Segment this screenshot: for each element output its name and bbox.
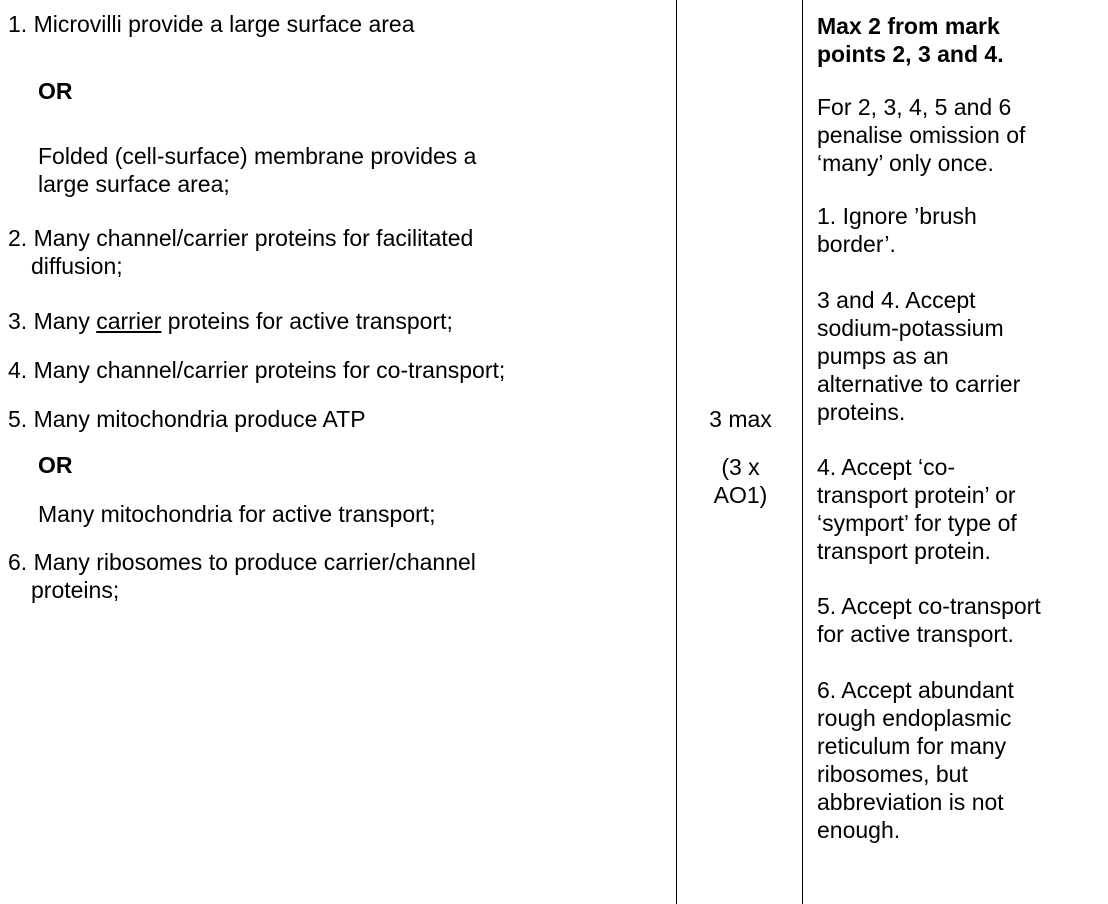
guidance-4-line2: transport protein’ or <box>817 482 1016 508</box>
guidance-penalise-line1: For 2, 3, 4, 5 and 6 <box>817 94 1012 120</box>
mark-point-2: 2. Many channel/carrier proteins for facilitated <box>8 225 474 251</box>
marks-max: 3 max <box>709 406 772 432</box>
mark-point-6-line2: proteins; <box>31 577 120 603</box>
guidance-6-line2: rough endoplasmic <box>817 705 1012 731</box>
mark-point-3: 3. Many carrier proteins for active transport; <box>8 308 453 334</box>
guidance-4-line3: ‘symport’ for type of <box>817 510 1017 536</box>
guidance-6-line6: enough. <box>817 817 901 843</box>
mark-point-1-alt-line1: Folded (cell-surface) membrane provides a <box>38 143 477 169</box>
underlined-word: carrier <box>96 308 162 334</box>
mark-point-5-alt: Many mitochondria for active transport; <box>38 501 436 527</box>
guidance-penalise-line3: ‘many’ only once. <box>817 150 994 176</box>
guidance-3-4-line1: 3 and 4. Accept <box>817 287 976 313</box>
guidance-6-line3: reticulum for many <box>817 733 1007 759</box>
guidance-3-4-line4: alternative to carrier <box>817 371 1021 397</box>
mark-point-6: 6. Many ribosomes to produce carrier/channel <box>8 549 476 575</box>
guidance-6-line5: abbreviation is not <box>817 789 1004 815</box>
mark-point-1-alt-line2: large surface area; <box>38 171 230 197</box>
guidance-6-line1: 6. Accept abundant <box>817 677 1014 703</box>
guidance-max-line2: points 2, 3 and 4. <box>817 41 1004 67</box>
mark-point-1: 1. Microvilli provide a large surface area <box>8 11 415 37</box>
guidance-5-line1: 5. Accept co-transport <box>817 593 1041 619</box>
guidance-3-4-line2: sodium-potassium <box>817 315 1004 341</box>
guidance-1-line2: border’. <box>817 231 896 257</box>
guidance-4-line4: transport protein. <box>817 538 991 564</box>
mark-point-5: 5. Many mitochondria produce ATP <box>8 406 366 432</box>
or-label: OR <box>38 78 73 104</box>
mark-point-4: 4. Many channel/carrier proteins for co-transport; <box>8 357 506 383</box>
guidance-max-line1: Max 2 from mark <box>817 13 1000 39</box>
guidance-penalise-line2: penalise omission of <box>817 122 1026 148</box>
or-label-2: OR <box>38 452 73 478</box>
guidance-4-line1: 4. Accept ‘co- <box>817 454 956 480</box>
marks-ao-line2: AO1) <box>713 482 768 508</box>
guidance-3-4-line3: pumps as an <box>817 343 949 369</box>
guidance-5-line2: for active transport. <box>817 621 1014 647</box>
guidance-1-line1: 1. Ignore ’brush <box>817 203 977 229</box>
guidance-column <box>803 0 1108 904</box>
mark-point-2-line2: diffusion; <box>31 253 123 279</box>
guidance-3-4-line5: proteins. <box>817 399 906 425</box>
marks-ao-line1: (3 x <box>721 454 760 480</box>
marks-column <box>676 0 803 904</box>
guidance-6-line4: ribosomes, but <box>817 761 968 787</box>
